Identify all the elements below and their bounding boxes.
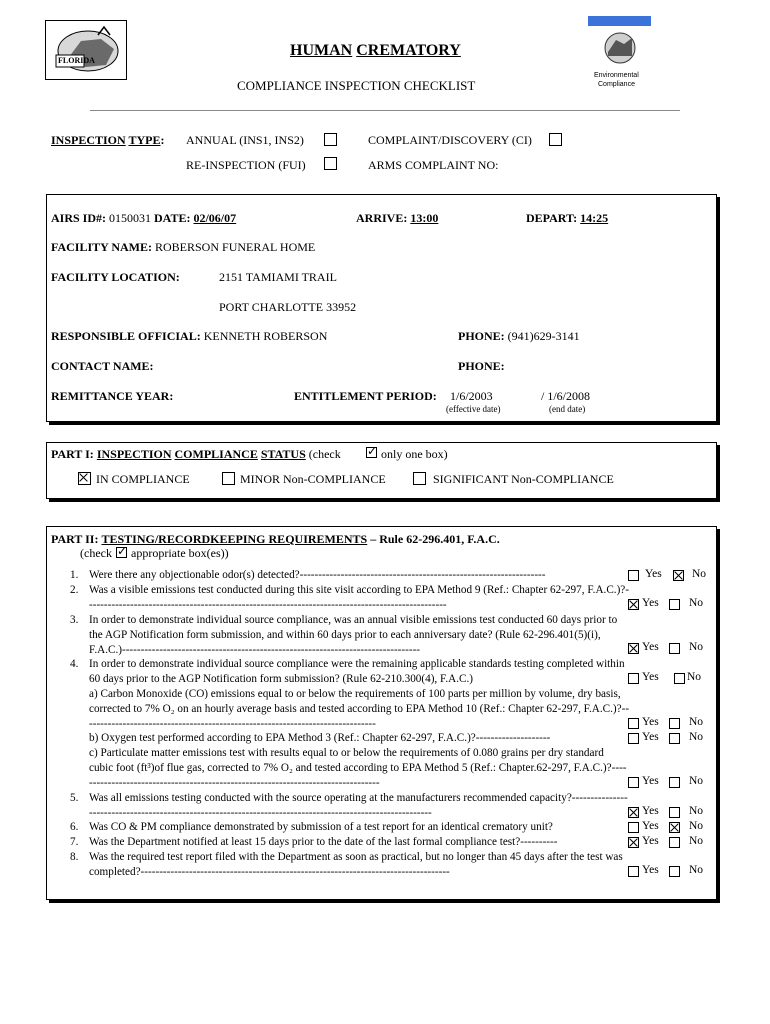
q6-yes-checkbox[interactable]	[628, 822, 639, 833]
complaint-label: COMPLAINT/DISCOVERY (CI)	[368, 133, 532, 147]
facility-location-label: FACILITY LOCATION:	[51, 270, 180, 284]
entitlement-end: / 1/6/2008	[541, 389, 591, 403]
q1-no-checkbox[interactable]	[673, 570, 684, 581]
depart-label: DEPART:	[526, 211, 578, 225]
phone-value: (941)629-3141	[507, 329, 580, 343]
entitlement-start: 1/6/2003	[450, 389, 493, 403]
q4-no-checkbox[interactable]	[674, 673, 685, 684]
question-8: 8. Was the required test report filed with the Department as soon as practical, but no longer than 45 days after the test was completed?-----------------------------------------------------------------------------------	[70, 851, 623, 878]
q5-yes-label: Yes	[642, 805, 659, 817]
minor-noncompliance-checkbox[interactable]	[222, 472, 235, 485]
effective-note: (effective date)	[446, 404, 501, 414]
q3-no-label: No	[689, 641, 704, 653]
q4b-no-checkbox[interactable]	[669, 733, 680, 744]
title-word-2: CREMATORY	[356, 42, 461, 59]
official-label: RESPONSIBLE OFFICIAL:	[51, 329, 201, 343]
florida-logo-label: FLORIDA	[58, 56, 95, 65]
facility-location-line2: PORT CHARLOTTE 33952	[219, 300, 357, 314]
florida-logo-graphic	[46, 21, 126, 79]
remittance-label: REMITTANCE YEAR:	[51, 389, 174, 403]
q8-no-label: No	[689, 864, 704, 876]
dep-logo	[600, 30, 640, 66]
question-4c: c) Particulate matter emissions test with results equal to or below the requirements of 0.080 grains per dry standard cubic foot (ft³)of flue gas, corrected to 7% O₂ and tested according to EPA Method 5 (Ref.: Chapter.62-297, F.A.C.)?----------------------------------------------------------------------------------	[89, 747, 627, 789]
q4a-no-label: No	[689, 716, 704, 728]
q1-yes-label: Yes	[645, 568, 662, 580]
facility-location-line1: 2151 TAMIAMI TRAIL	[219, 270, 337, 284]
dep-logo-text-2: Compliance	[598, 81, 635, 88]
q3-yes-label: Yes	[642, 641, 659, 653]
part2-check-icon	[116, 547, 127, 558]
q4a-yes-label: Yes	[642, 716, 659, 728]
q2-yes-label: Yes	[642, 597, 659, 609]
q4a-yes-checkbox[interactable]	[628, 718, 639, 729]
date-label: DATE:	[154, 211, 191, 225]
minor-noncompliance-label: MINOR Non-COMPLIANCE	[240, 472, 386, 486]
q4-yes-label: Yes	[642, 671, 659, 683]
facility-name-row	[51, 240, 315, 255]
arms-complaint-label: ARMS COMPLAINT NO:	[368, 158, 499, 172]
q1-no-label: No	[692, 568, 707, 580]
in-compliance-checkbox[interactable]	[78, 472, 91, 485]
q3-yes-checkbox[interactable]	[628, 643, 639, 654]
part1-label: PART I:	[51, 447, 94, 461]
phone-label: PHONE:	[458, 329, 505, 343]
question-4b: b) Oxygen test performed according to EPA Method 3 (Ref.: Chapter 62-297, F.A.C.)?--------------------	[89, 732, 551, 744]
q1-yes-checkbox[interactable]	[628, 570, 639, 581]
q5-no-label: No	[689, 805, 704, 817]
q7-yes-checkbox[interactable]	[628, 837, 639, 848]
q7-no-label: No	[689, 835, 704, 847]
part2-check-post: appropriate box(es))	[131, 546, 229, 560]
significant-noncompliance-label: SIGNIFICANT Non-COMPLIANCE	[433, 472, 614, 486]
part1-check-note: only one box)	[381, 447, 448, 461]
q4-yes-checkbox[interactable]	[628, 673, 639, 684]
question-1: 1. Were there any objectionable odor(s) detected?------------------------------------------------------------------	[70, 569, 546, 581]
facility-name-value: ROBERSON FUNERAL HOME	[155, 240, 316, 254]
reinspection-checkbox[interactable]	[324, 157, 337, 170]
q5-yes-checkbox[interactable]	[628, 807, 639, 818]
question-4a: a) Carbon Monoxide (CO) emissions equal to or below the requirements of 100 parts per million by volume, dry basis, corrected to 7% O₂ on an hourly average basis and tested according to EPA Method 10 (Ref.: Chapter 62-297, F.A.C.)?-------------------------------------------------------------------------------	[89, 688, 630, 730]
q5-no-checkbox[interactable]	[669, 807, 680, 818]
annual-checkbox[interactable]	[324, 133, 337, 146]
reinspection-label: RE-INSPECTION (FUI)	[186, 158, 306, 172]
dep-logo-text-1: Environmental	[594, 72, 639, 79]
part1-check-icon	[366, 447, 377, 458]
complaint-checkbox[interactable]	[549, 133, 562, 146]
arrive-group	[356, 211, 438, 226]
q4b-yes-checkbox[interactable]	[628, 733, 639, 744]
part2-check-pre: (check	[80, 546, 112, 560]
florida-logo	[45, 20, 127, 80]
q4c-no-label: No	[689, 775, 704, 787]
q4c-yes-label: Yes	[642, 775, 659, 787]
airs-id-row	[51, 211, 236, 226]
part2-title: TESTING/RECORDKEEPING REQUIREMENTS	[101, 532, 368, 546]
q4c-yes-checkbox[interactable]	[628, 777, 639, 788]
inspection-type-label: INSPECTION TYPE:	[51, 133, 165, 147]
official-value: KENNETH ROBERSON	[203, 329, 328, 343]
airs-value: 0150031	[109, 211, 152, 225]
arrive-value: 13:00	[410, 211, 439, 225]
arrive-label: ARRIVE:	[356, 211, 408, 225]
page-title	[290, 42, 461, 60]
question-4: 4. In order to demonstrate individual source compliance were the remaining applicable standards testing completed within 60 days prior to the AGP Notification form submission? (Rule 62-210.300(4), F.A.C.)	[70, 658, 625, 685]
q8-yes-checkbox[interactable]	[628, 866, 639, 877]
date-value: 02/06/07	[193, 211, 237, 225]
q4b-no-label: No	[689, 731, 704, 743]
q2-no-label: No	[689, 597, 704, 609]
q2-yes-checkbox[interactable]	[628, 599, 639, 610]
in-compliance-label: IN COMPLIANCE	[96, 472, 190, 486]
question-3: 3. In order to demonstrate individual source compliance, was an annual visible emissions test conducted 60 days prior to the AGP Notification form submission, and within 60 days prior to each anniversary date? (Rule 62-296.401(5)(i), F.A.C.)--------------------------------------------------------------------------------	[70, 614, 618, 656]
q4c-no-checkbox[interactable]	[669, 777, 680, 788]
airs-label: AIRS ID#:	[51, 211, 107, 225]
depart-group	[526, 211, 608, 226]
q4a-no-checkbox[interactable]	[669, 718, 680, 729]
q7-no-checkbox[interactable]	[669, 837, 680, 848]
question-5: 5. Was all emissions testing conducted with the source operating at the manufacturers recommended capacity?-----------------------------------------------------------------------------------------------------------	[70, 792, 628, 819]
page-subtitle: COMPLIANCE INSPECTION CHECKLIST	[237, 78, 476, 93]
dep-logo-graphic	[600, 30, 640, 66]
question-2: 2. Was a visible emissions test conducted during this site visit according to EPA Method 9 (Ref.: Chapter 62-297, F.A.C.)?-------------------------------------------------------------------------------------------------	[70, 584, 630, 611]
end-note: (end date)	[549, 404, 586, 414]
part2-rule: – Rule 62-296.401, F.A.C.	[370, 532, 500, 546]
q6-yes-label: Yes	[642, 820, 659, 832]
contact-label: CONTACT NAME:	[51, 359, 154, 373]
q8-yes-label: Yes	[642, 864, 659, 876]
header-divider	[90, 110, 680, 111]
q6-no-label: No	[689, 820, 704, 832]
title-word-1: HUMAN	[290, 42, 353, 59]
q4b-yes-label: Yes	[642, 731, 659, 743]
facility-name-label: FACILITY NAME:	[51, 240, 152, 254]
significant-noncompliance-checkbox[interactable]	[413, 472, 426, 485]
part1-heading: PART I: INSPECTION COMPLIANCE STATUS (check	[51, 447, 341, 461]
facility-box	[46, 194, 717, 422]
depart-value: 14:25	[580, 211, 609, 225]
annual-label: ANNUAL (INS1, INS2)	[186, 133, 304, 147]
entitlement-label: ENTITLEMENT PERIOD:	[294, 389, 437, 403]
part2-label: PART II:	[51, 532, 99, 546]
question-6: 6. Was CO & PM compliance demonstrated by submission of a test report for an identical crematory unit?	[70, 821, 553, 833]
q2-no-checkbox[interactable]	[669, 599, 680, 610]
blue-bar	[588, 16, 651, 26]
q7-yes-label: Yes	[642, 835, 659, 847]
phone2-label: PHONE:	[458, 359, 505, 373]
q6-no-checkbox[interactable]	[669, 822, 680, 833]
question-7: 7. Was the Department notified at least 15 days prior to the date of the last formal compliance test?----------	[70, 836, 558, 848]
official-row	[51, 329, 327, 344]
q8-no-checkbox[interactable]	[669, 866, 680, 877]
q3-no-checkbox[interactable]	[669, 643, 680, 654]
phone-row	[458, 329, 580, 344]
q4-no-label: No	[687, 671, 702, 683]
